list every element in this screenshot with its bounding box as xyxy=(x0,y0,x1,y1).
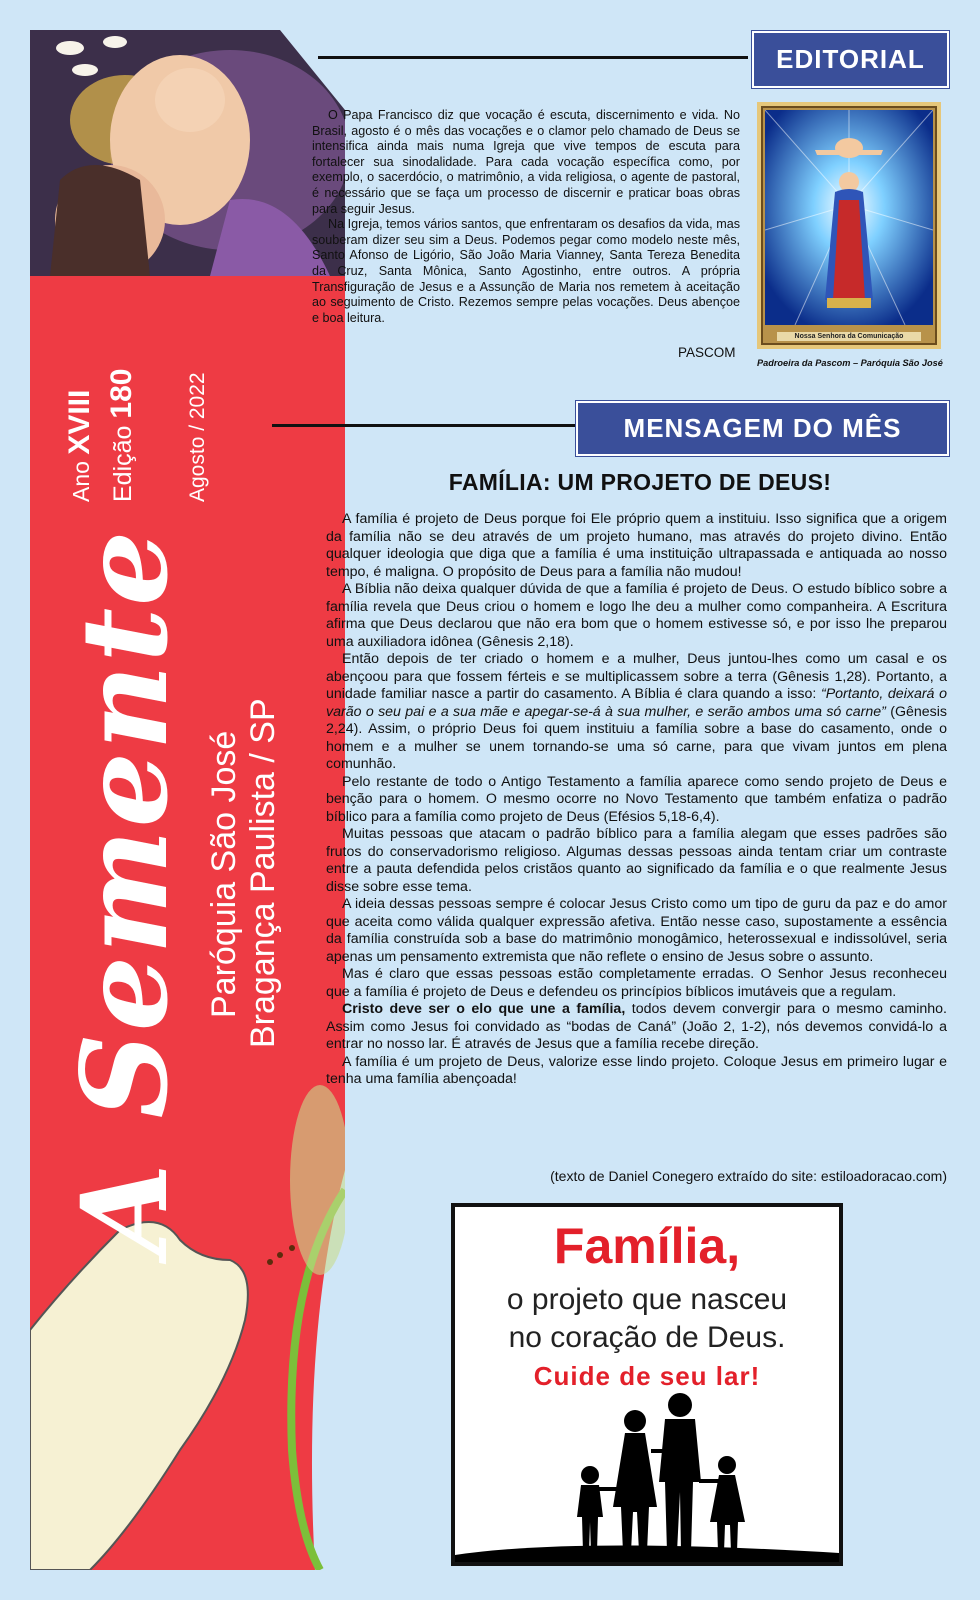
editorial-paragraph: O Papa Francisco diz que vocação é escuta, discernimento e vida. No Brasil, agosto é o mês das vocações e o clamor pelo chamado de Deus se intensifica ainda mais numa Igreja que vive tempos de escuta para fortalecer sua sinodalidade. Para cada vocação específica como, por exemplo, o sacerdócio, o matrimônio, a vida religiosa, o agente de pastoral, é necessário que se faça um processo de discernir e praticar boas obras para seguir Jesus. xyxy=(312,108,740,216)
article-emphasis: Cristo deve ser o elo que une a família, xyxy=(342,1001,626,1017)
article-paragraph: Pelo restante de todo o Antigo Testamento a família aparece como sendo projeto de Deus e benção para o homem. O mesmo ocorre no Novo Testamento que também enfatiza o padrão bíblico para a família como projeto de Deus (Efésios 5,18-6,4). xyxy=(326,773,947,825)
edition-label: Edição 180 xyxy=(105,368,138,502)
poster-headline: Família, xyxy=(553,1218,741,1274)
patroness-artwork xyxy=(765,110,933,325)
editorial-paragraph: Na Igreja, temos vários santos, que enfrentaram os desafios da vida, mas souberam dizer seu sim a Deus. Podemos pegar como modelo neste mês, Santo Afonso de Ligório, São João Maria Vianney, Santa Tereza Benedita da Cruz, Santa Mônica, Santo Agostinho, entre outros. A própria Transfiguração de Jesus e a Assunção de Maria nos remetem à aceitação ao seguimento de Cristo. Rezemos sempre pelas vocações. Deus abençoe e boa leitura. xyxy=(312,217,740,325)
mensagem-rule xyxy=(272,424,582,427)
family-silhouette-icon xyxy=(455,1387,839,1563)
mensagem-tag: MENSAGEM DO MÊS xyxy=(576,401,949,456)
poster-callout: Cuide de seu lar! xyxy=(533,1361,761,1391)
year-label: Ano XVIII xyxy=(63,389,96,502)
bible-quote: “Portanto, deixará o varão o seu pai e a sua mãe e apegar-se-á à sua mulher, e serão ambos uma só carne” xyxy=(326,686,947,720)
article-paragraph: A ideia dessas pessoas sempre é colocar Jesus Cristo como um tipo de guru da paz e do amor que aceita como válida qualquer expressão afetiva. Então nesse caso, supostamente a essência da família construída sob a base do matrimônio monogâmico, heterossexual e indissolúvel, seria apenas um pensamento extremista que não reflete o ensino de Jesus sobre o assunto. xyxy=(326,896,947,965)
editorial-tag: EDITORIAL xyxy=(752,31,949,88)
date-label: Agosto / 2022 xyxy=(186,372,209,502)
article-credit: (texto de Daniel Conegero extraído do site: estiloadoracao.com) xyxy=(550,1168,947,1184)
patroness-label: Nossa Senhora da Comunicação xyxy=(777,332,921,341)
editorial-signature: PASCOM xyxy=(678,345,736,360)
poster-line: no coração de Deus. xyxy=(508,1321,786,1354)
article-paragraph xyxy=(326,1001,947,1054)
article-text: (Gênesis 2,24). Assim, o próprio Deus foi quem instituiu a família sobre a base do casamento, onde o homem e a mulher se unem tornando-se uma só carne, para que vivam juntos em plena comunhão. xyxy=(326,703,947,772)
article-paragraph xyxy=(326,651,947,774)
article-paragraph: A família é um projeto de Deus, valorize esse lindo projeto. Coloque Jesus em primeiro lugar e tenha uma família abençoada! xyxy=(326,1053,947,1087)
patroness-image xyxy=(757,102,941,349)
article-paragraph: Muitas pessoas que atacam o padrão bíblico para a família alegam que esses padrões são frutos do conservadorismo religioso. Algumas dessas pessoas ainda tentam criar um contraste entre a pauta defendida pelos cristãos quanto ao significado da família e o que realmente Jesus disse sobre esse tema. xyxy=(326,826,947,895)
cover-banner xyxy=(30,30,345,1570)
poster-subline xyxy=(455,1281,839,1357)
article-text: todos devem convergir para o mesmo caminho. Assim como Jesus foi convidado as “bodas de Caná” (João 2, 1-2), nós devemos convidá-lo a entrar no nosso lar. É através de Jesus que a família recebe direção. xyxy=(326,1001,947,1052)
article-title: FAMÍLIA: UM PROJETO DE DEUS! xyxy=(448,469,832,495)
editorial-text xyxy=(312,108,740,326)
editorial-rule xyxy=(318,56,748,59)
article-text: Então depois de ter criado o homem e a mulher, Deus juntou-lhes como um casal e os abençoou para que fossem férteis e se multiplicassem sobre a terra (Gênesis 1,28). Portanto, a unidade familiar nasce a partir do casamento. A Bíblia é clara quando a isso: xyxy=(326,651,947,702)
article-paragraph: A Bíblia não deixa qualquer dúvida de que a família é projeto de Deus. O estudo bíblico sobre a família revela que Deus criou o homem e logo lhe deu a mulher como companheira. A Escritura afirma que Deus declarou que não era bom que o homem estivesse só, e por isso lhe preparou uma auxiliadora idônea (Gênesis 2,18). xyxy=(326,581,947,650)
patroness-caption: Padroeira da Pascom – Paróquia São José xyxy=(757,358,943,368)
family-poster xyxy=(451,1203,843,1566)
poster-line: o projeto que nasceu xyxy=(506,1283,788,1316)
article-paragraph: Mas é claro que essas pessoas estão completamente erradas. O Senhor Jesus reconheceu que a família é projeto de Deus e defendeu os princípios bíblicos imutáveis que a regulam. xyxy=(326,966,947,1000)
parish-name: Paróquia São José xyxy=(205,730,243,1018)
article-paragraph: A família é projeto de Deus porque foi Ele próprio quem a instituiu. Isso significa que a origem da família não se deu através de um projeto humano, mas através do projeto divino. Então qualquer ideologia que diga que a família é uma instituição ultrapassada e antiquada ao nosso tempo, é maligna. O propósito de Deus para a família não mudou! xyxy=(326,511,947,580)
article-body xyxy=(326,511,947,1089)
brand-title: A Semente xyxy=(55,528,194,1255)
parish-city: Bragança Paulista / SP xyxy=(244,698,282,1048)
